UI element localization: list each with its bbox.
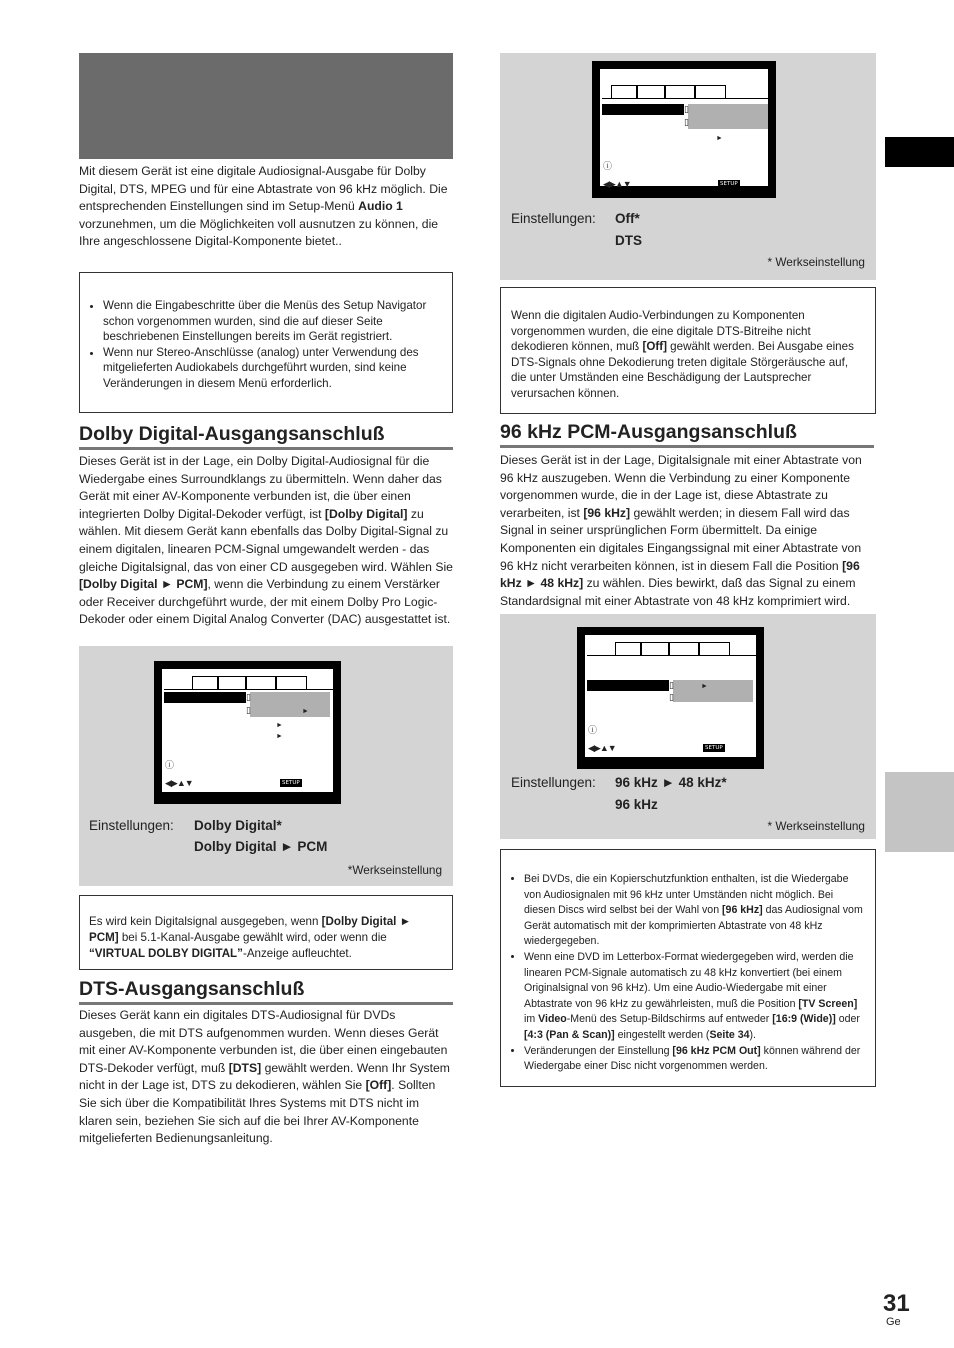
pcm96-settings-panel: ▯ ▯ ► ⓘ ◀▶▲▼ SETUP Einstellungen: 96 kHz ► 48 kHz* 96 kHz * Werkseinstellung: [500, 614, 876, 839]
dolby-setup-screen: ▯ ▯ ► ► ► ⓘ ◀▶▲▼ SETUP: [154, 661, 341, 804]
intro-paragraph: Mit diesem Gerät ist eine digitale Audiosignal-Ausgabe für Dolby Digital, DTS, MPEG und für eine Abtastrate von 96 kHz möglich. Die entsprechenden Einstellungen sind im Setup-Menü Audio 1 vorzunehmen, um die Möglichkeiten voll ausnutzen zu können, die Ihre angeschlossene Digital-Komponente bietet..: [79, 164, 448, 249]
dts-settings-panel: ▯ ▯ ► ⓘ ◀▶▲▼ SETUP Einstellungen: Off* DTS * Werkseinstellung: [500, 53, 876, 280]
page-language: Ge: [886, 1316, 901, 1328]
dolby-settings-panel: ▯ ▯ ► ► ► ⓘ ◀▶▲▼ SETUP Einstellungen: Dolby Digital* Dolby Digital ► PCM *Werkseinstellung: [79, 646, 453, 886]
cursor-arrows-icon: ◀▶▲▼: [165, 778, 193, 788]
setup-button-icon: SETUP: [282, 780, 300, 786]
info-icon: ⓘ: [588, 725, 598, 735]
setup-button-icon: SETUP: [720, 181, 738, 187]
heading-96khz-pcm: 96 kHz PCM-Ausgangsanschluß: [500, 420, 874, 448]
info-icon: ⓘ: [603, 161, 613, 171]
pcm96-paragraph: Dieses Gerät ist in der Lage, Digitalsignale mit einer Abtastrate von 96 kHz auszugeben. Wenn die Verbindung zu einer Komponente vorgenommen wurde, die in der Lage ist, diese Abtastrate zu verarbeiten, ist [96 kHz] gewählt werden; in diesem Fall wird das Signal in seiner ursprünglichen Form übermittelt. Da einige Komponenten ein digitales Eingangssignal mit einer Abtastrate von 96 kHz nicht verarbeiten können, ist in diesem Fall die Position [96 kHz ► 48 kHz] zu wählen. Dies bewirkt, daß das Signal zu einem Standardsignal mit einer Abtastrate von 48 kHz komprimiert wird.: [500, 453, 862, 608]
heading-dts: DTS-Ausgangsanschluß: [79, 977, 453, 1005]
dolby-paragraph: Dieses Gerät ist in der Lage, ein Dolby Digital-Audiosignal für die Wiedergabe eines Surroundklangs zu übermitteln. Wenn daher das Gerät mit einer AV-Komponente verbunden ist, die über einen integrierten Dolby Digital-Dekoder verfügt, ist [Dolby Digital] zu wählen. Mit diesem Gerät kann ebenfalls das Dolby Digital-Signal zu einem digitalen, linearen PCM-Signal umgewandelt werden - das gleiche Digitalsignal, das von einer CD ausgegeben wird. Wählen Sie [Dolby Digital ► PCM], wenn die Verbindung zu einem Verstärker oder Receiver durchgeführt wurde, der mit einem Dolby Pro Logic-Dekoder oder einem Digital Analog Converter (DAC) ausgestattet ist.: [79, 454, 453, 627]
info-icon: ⓘ: [165, 760, 175, 770]
note-item: • Bei DVDs, die ein Kopierschutzfunktion enthalten, ist die Wiedergabe von Audiosignalen mit 96 kHz unter Umständen nicht möglich. Bei diesen Discs wird selbst bei der Wahl von [96 kHz] das Audiosignal vom Gerät automatisch mit der komprimierten Abtastrate von 48 kHz wiedergegeben.: [524, 872, 867, 950]
note-item: • Wenn die Eingabeschritte über die Menüs des Setup Navigator schon vorgenommen wurden, sind die auf dieser Seite beschriebenen Einstellungen bereits im Gerät registriert.: [103, 298, 452, 345]
side-tab-grey: [885, 772, 954, 852]
pcm96-setup-screen: ▯ ▯ ► ⓘ ◀▶▲▼ SETUP: [577, 627, 764, 769]
cursor-arrows-icon: ◀▶▲▼: [588, 743, 616, 753]
section-banner: [79, 53, 453, 159]
note-item: • Wenn nur Stereo-Anschlüsse (analog) unter Verwendung des mitgelieferten Audiokabels durchgeführt wurden, sind keine Veränderungen in diesem Menü erforderlich.: [103, 345, 452, 392]
heading-dolby-digital: Dolby Digital-Ausgangsanschluß: [79, 422, 453, 450]
note-item: • Wenn eine DVD im Letterbox-Format wiedergegeben wird, werden die linearen PCM-Signale automatisch zu 48 kHz konvertiert (bei einem Originalsignal von 96 kHz). Um eine Audio-Wiedergabe mit einer Abtastrate von 96 kHz zu gewährleisten, muß die Position [TV Screen] im Video-Menü des Setup-Bildschirms auf entweder [16:9 (Wide)] oder [4:3 (Pan & Scan)] eingestellt werden (Seite 34).: [524, 950, 867, 1044]
dts-setup-screen: ▯ ▯ ► ⓘ ◀▶▲▼ SETUP: [592, 61, 776, 198]
cursor-arrows-icon: ◀▶▲▼: [603, 179, 631, 189]
note-box-dts: Wenn die digitalen Audio-Verbindungen zu Komponenten vorgenommen wurden, die eine digitale DTS-Bitreihe nicht dekodieren können, muß [Off] gewählt werden. Bei Ausgabe eines DTS-Signals ohne Dekodierung treten digitale Störgeräusche auf, die unter Umständen eine Beschädigung der Lautsprecher verursachen können.: [500, 287, 876, 414]
dts-paragraph: Dieses Gerät kann ein digitales DTS-Audiosignal für DVDs ausgeben, die mit DTS aufgenommen wurden. Wenn dieses Gerät mit einer AV-Komponente verbunden ist, die über einen eingebauten DTS-Dekoder verfügt, muß [DTS] gewählt werden. Wenn Ihr System nicht in der Lage ist, DTS zu dekodieren, wählen Sie [Off]. Sollten Sie sich über die Kompatibilität Ihres Systems mit DTS nicht im klaren sein, beziehen Sie sich auf die bei Ihrer AV-Komponente mitgelieferten Bedienungsanleitung.: [79, 1008, 450, 1146]
page-number: 31: [883, 1290, 910, 1317]
note-box-96khz: [500, 849, 876, 1087]
setup-button-icon: SETUP: [705, 745, 723, 751]
note-box-setup-navigator: [79, 272, 453, 413]
note-box-dolby: Es wird kein Digitalsignal ausgegeben, wenn [Dolby Digital ► PCM] bei 5.1-Kanal-Ausgabe gewählt wird, oder wenn die “VIRTUAL DOLBY DIGITAL”-Anzeige aufleuchtet.: [79, 895, 453, 970]
note-item: • Veränderungen der Einstellung [96 kHz PCM Out] können während der Wiedergabe einer Disc nicht vorgenommen werden.: [524, 1044, 867, 1075]
side-tab-dark: [885, 137, 954, 167]
